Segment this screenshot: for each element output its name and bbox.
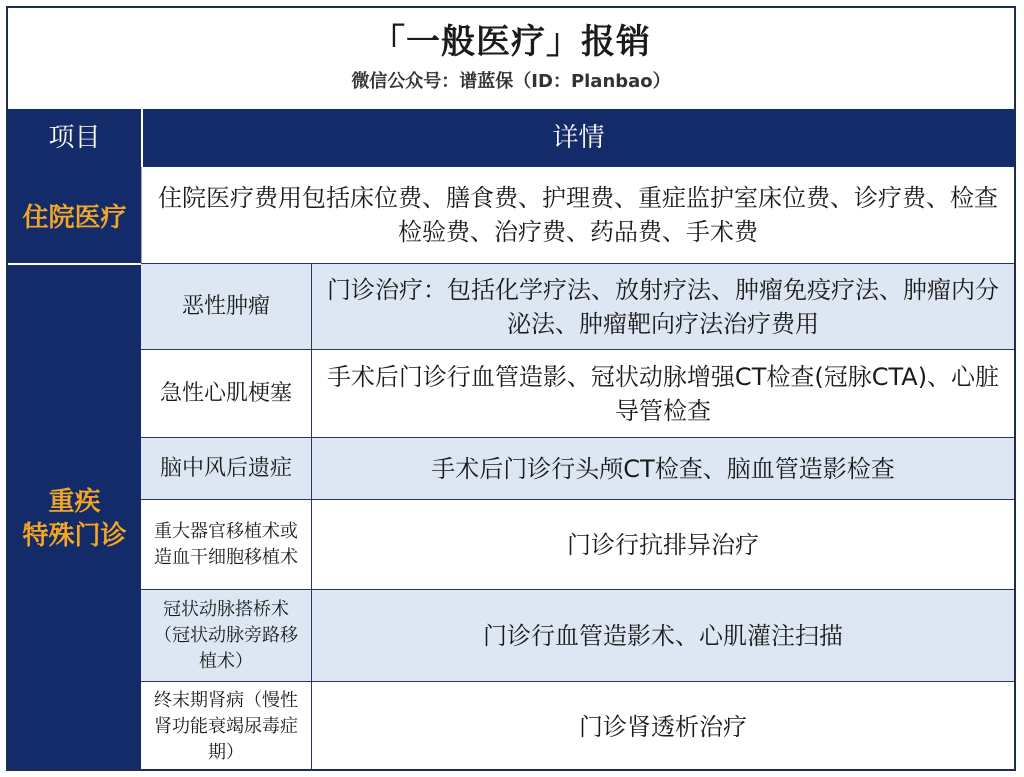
table-row-name: 重大器官移植术或造血干细胞移植术 [141,500,311,589]
table-row-name: 终末期肾病（慢性肾功能衰竭尿毒症期） [141,682,311,771]
header-detail: 详情 [552,123,605,153]
table-row-detail: 门诊行血管造影术、心肌灌注扫描 [312,590,1014,681]
header-item: 项目 [48,123,101,153]
page-title: 「一般医疗」报销 [371,22,651,62]
table-row-detail: 门诊行抗排异治疗 [312,500,1014,589]
section-critical-line2: 特殊门诊 [22,521,127,551]
reimbursement-table [6,6,1016,771]
title-block [8,8,1014,109]
table-row-name: 冠状动脉搭桥术（冠状动脉旁路移植术） [141,590,311,681]
table-header [8,109,1014,167]
section-inpatient-label [8,167,141,263]
table-row-name: 脑中风后遗症 [141,438,311,499]
table-row-detail: 手术后门诊行头颅CT检查、脑血管造影检查 [312,438,1014,499]
section-inpatient-text: 住院医疗 [22,202,127,233]
section-inpatient-detail: 住院医疗费用包括床位费、膳食费、护理费、重症监护室床位费、诊疗费、检查检验费、治疗费、药品费、手术费 [141,167,1014,263]
page-subtitle: 微信公众号：谱蓝保（ID：Planbao） [351,71,671,92]
column-divider [311,264,312,771]
section-critical-line1: 重疾 [48,487,101,517]
table-row-name: 急性心肌梗塞 [141,350,311,437]
table-row-detail: 门诊肾透析治疗 [312,682,1014,771]
table-row-detail: 手术后门诊行血管造影、冠状动脉增强CT检查(冠脉CTA)、心脏导管检查 [312,350,1014,437]
table-row-name: 恶性肿瘤 [141,264,311,349]
section-critical-label [8,265,141,771]
table-row-detail: 门诊治疗：包括化学疗法、放射疗法、肿瘤免疫疗法、肿瘤内分泌法、肿瘤靶向疗法治疗费用 [312,264,1014,349]
